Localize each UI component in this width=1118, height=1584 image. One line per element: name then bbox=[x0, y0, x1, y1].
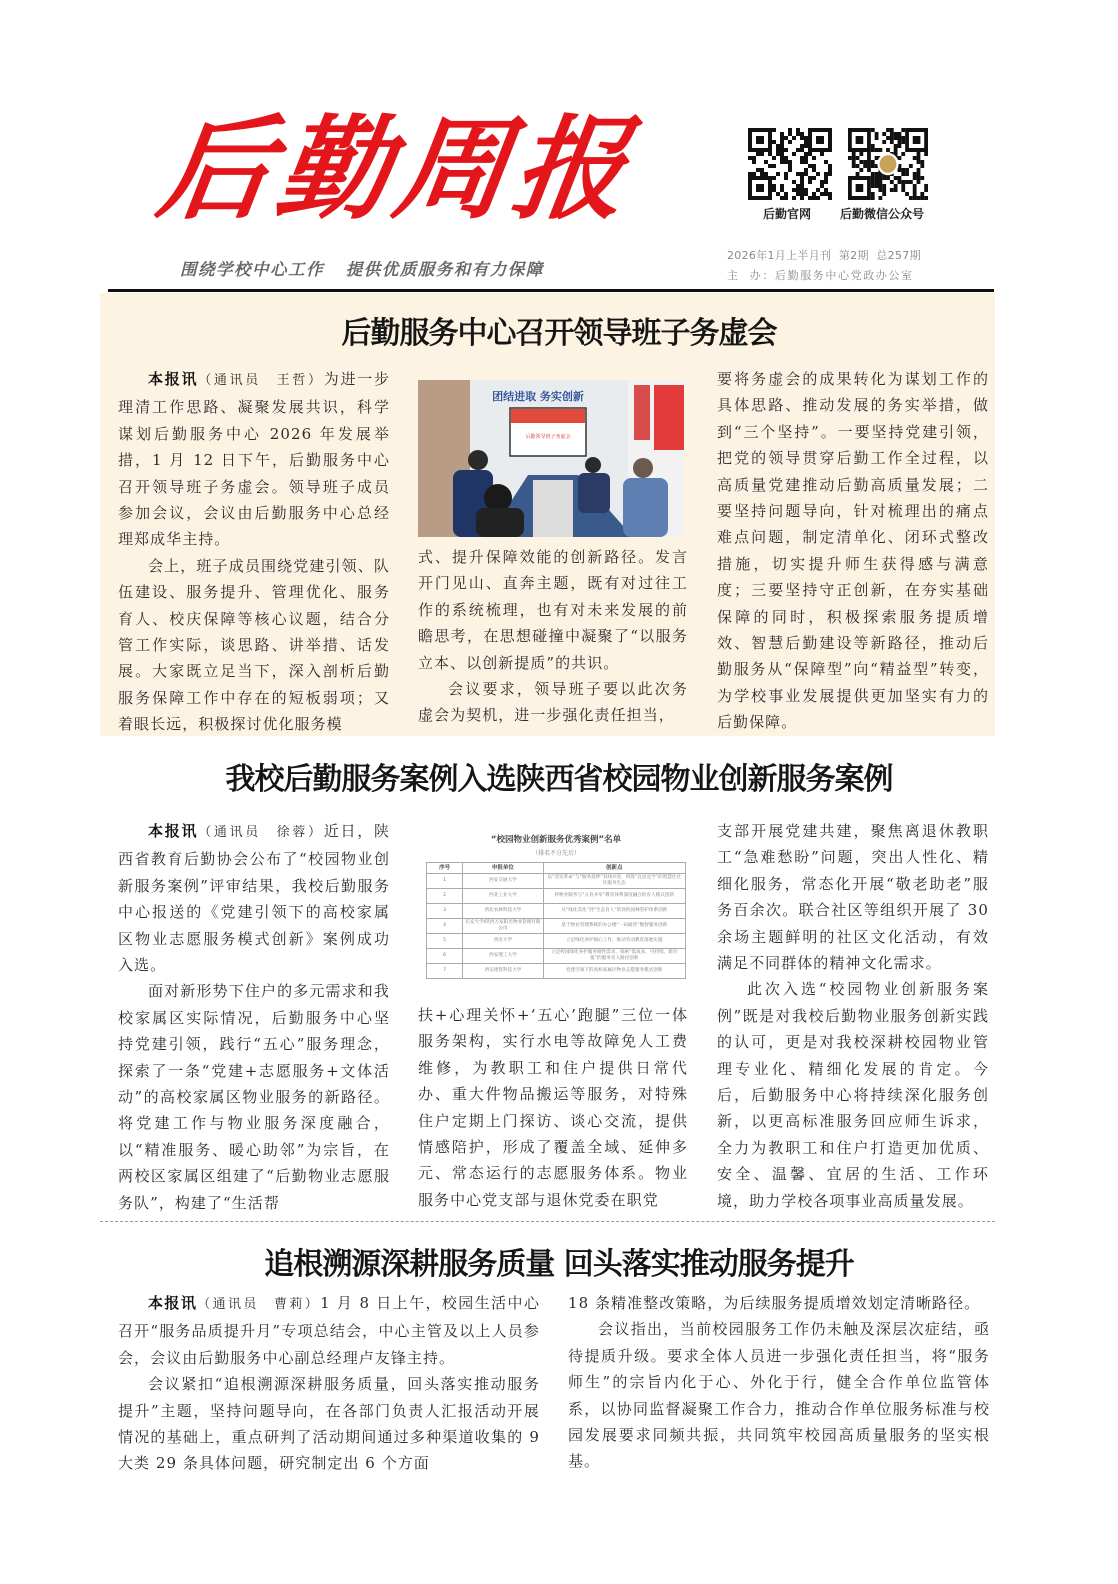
dateline-lead: 本报讯 bbox=[148, 822, 199, 840]
table-cell: 党建引领下的高校家属区物业志愿服务模式创新 bbox=[543, 964, 685, 979]
paragraph bbox=[418, 544, 688, 676]
paragraph-text: 面对新形势下住户的多元需求和我校家属区实际情况，后勤服务中心坚持党建引领，践行“五心”服务理念，探索了一条“党建+志愿服务+文体活动”的高校家属区物业服务的新路径。将党建工作与物业服务深度融合，以“精准服务、暖心助邻”为宗旨，在两校区家属区组建了“后勤物业志愿服务队”，构建了“生活帮 bbox=[118, 982, 390, 1212]
paragraph-text: 会议要求，领导班子要以此次务虚会为契机，进一步强化责任担当， bbox=[418, 680, 688, 725]
paragraph bbox=[118, 366, 390, 553]
paragraph bbox=[118, 1371, 540, 1477]
masthead-slogan: 围绕学校中心工作 提供优质服务和有力保障 bbox=[180, 260, 544, 279]
table-cell: 西安交通大学 bbox=[463, 874, 543, 889]
table-row bbox=[427, 874, 686, 889]
paragraph-text: 支部开展党建共建，聚焦离退休教职工“急难愁盼”问题，突出人性化、精细化服务，常态化开展“敬老助老”服务百余次。联合社区等组织开展了 30 余场主题鲜明的社区文化活动，有效满足不同群体的精神文化需求。 bbox=[717, 822, 989, 973]
table-cell: 5 bbox=[427, 934, 463, 949]
article-3-headline: 追根溯源深耕服务质量 回头落实推动服务提升 bbox=[264, 1247, 854, 1282]
table-row bbox=[427, 919, 686, 934]
photo-banner-text: 团结进取 务实创新 bbox=[492, 390, 584, 403]
table-cell: 7 bbox=[427, 964, 463, 979]
paragraph bbox=[118, 978, 390, 1216]
byline: （通讯员 徐蓉） bbox=[198, 825, 324, 840]
sponsor-info: 主 办：后勤服务中心党政办公室 bbox=[727, 269, 914, 282]
paragraph-text: 此次入选“校园物业创新服务案例”既是对我校后勤物业服务创新实践的认可，更是对我校深耕校园物业管理专业化、精细化发展的肯定。今后，后勤服务中心将持续深化服务创新，以更高标准服务回应师生诉求，全力为教职工和住户打造更加优质、安全、温馨、宜居的生活、工作环境，助力学校各项事业高质量发展。 bbox=[717, 980, 989, 1210]
photo-screen-text: 后勤领导班子务虚会 bbox=[525, 434, 571, 440]
article-2-headline: 我校后勤服务案例入选陕西省校园物业创新服务案例 bbox=[225, 762, 893, 797]
paragraph bbox=[717, 366, 989, 736]
case-list-title: “校园物业创新服务优秀案例”名单 bbox=[490, 835, 622, 845]
paragraph-text: 要将务虚会的成果转化为谋划工作的具体思路、推动发展的务实举措，做到“三个坚持”。一要坚持党建引领，把党的领导贯穿后勤工作全过程，以高质量党建推动后勤高质量发展；二要坚持问题导向，针对梳理出的痛点难点问题，制定清单化、闭环式整改措施，切实提升师生获得感与满意度；三要坚持守正创新，在夯实基础保障的同时，积极探索服务提质增效、智慧后勤建设等新路径，推动后勤服务从“保障型”向“精益型”转变，为学校事业发展提供更加坚实有力的后勤保障。 bbox=[717, 370, 989, 732]
paragraph-text: 1 月 8 日上午，校园生活中心召开“服务品质提升月”专项总结会，中心主管及以上人员参会，会议由后勤服务中心副总经理卢友锋主持。 bbox=[118, 1294, 540, 1367]
table-cell: 西安理工大学 bbox=[463, 949, 543, 964]
table-row bbox=[427, 904, 686, 919]
table-cell: 西北大学 bbox=[463, 934, 543, 949]
issue-info: 2026年1月上半月刊 第2期 总257期 bbox=[727, 249, 921, 262]
table-cell: 西北工业大学 bbox=[463, 889, 543, 904]
article-2-column-1 bbox=[118, 818, 390, 1216]
table-row bbox=[427, 889, 686, 904]
paragraph-text: 近日，陕西省教育后勤协会公布了“校园物业创新服务案例”评审结果，我校后勤服务中心报送的《党建引领下的高校家属区物业志愿服务模式创新》案例成功入选。 bbox=[118, 822, 390, 975]
table-row bbox=[427, 964, 686, 979]
table-cell: 基于物业管理系统的办公楼“一码通管”数智服务创新 bbox=[543, 919, 685, 934]
paragraph-text: 式、提升保障效能的创新路径。发言开门见山、直奔主题，既有对过往工作的系统梳理，也有对未来发展的前瞻思考，在思想碰撞中凝聚了“以服务立本、以创新提质”的共识。 bbox=[418, 548, 688, 672]
paragraph bbox=[568, 1290, 990, 1316]
table-cell: 2 bbox=[427, 889, 463, 904]
article-3-column-1 bbox=[118, 1290, 540, 1477]
paragraph bbox=[717, 818, 989, 976]
article-1-column-3 bbox=[717, 366, 989, 736]
article-2-column-2 bbox=[418, 1002, 688, 1213]
col-header: 创新点 bbox=[543, 863, 685, 874]
byline: （通讯员 曹莉） bbox=[197, 1297, 321, 1312]
table-cell: 1 bbox=[427, 874, 463, 889]
paragraph-text: 18 条精准整改策略，为后续服务提质增效划定清晰路径。 bbox=[568, 1294, 981, 1312]
article-1-column-1 bbox=[118, 366, 390, 738]
table-cell: 3 bbox=[427, 904, 463, 919]
col-header: 序号 bbox=[427, 863, 463, 874]
paragraph bbox=[418, 1002, 688, 1213]
paragraph-text: 扶+心理关怀+‘五心’跑腿”三位一体服务架构，实行水电等故障免人工费维修，为教职工和住户提供日常代办、重大件物品搬运等服务，对特殊住户定期上门探访、谈心交流，提供情感陪护，形成了覆盖全域、延伸多元、常态运行的志愿服务体系。物业服务中心党支部与退休党委在职党 bbox=[418, 1006, 688, 1209]
paragraph-text: 为进一步理清工作思路、凝聚发展共识，科学谋划后勤服务中心 2026 年发展举措，1 月 12 日下午，后勤服务中心召开领导班子务虚会。领导班子成员参加会议，会议由后勤服务中心总经理郑成华主持。 bbox=[118, 370, 390, 549]
paragraph-text: 会议紧扣“追根溯源深耕服务质量，回头落实推动服务提升”主题，坚持问题导向，在各部门负责人汇报活动开展情况的基础上，重点研判了活动期间通过多种渠道收集的 9 大类 29 条具体问题，研究制定出 6 个方面 bbox=[118, 1375, 540, 1473]
table-row bbox=[427, 934, 686, 949]
byline: （通讯员 王哲） bbox=[198, 373, 324, 388]
qr-label-website: 后勤官网 bbox=[763, 207, 812, 221]
table-cell: 西北农林科技大学 bbox=[463, 904, 543, 919]
article-1-column-2 bbox=[418, 544, 688, 729]
paragraph bbox=[418, 676, 688, 729]
table-cell: 6 bbox=[427, 949, 463, 964]
table-cell: 立足校园绿化养护服务刚性需求，探索“低成本、可持续、新价值”的服务育人路径创新 bbox=[543, 949, 685, 964]
meeting-photo bbox=[418, 380, 684, 537]
masthead-title: 后勤周报 bbox=[150, 104, 642, 235]
case-list-image bbox=[426, 830, 686, 992]
article-3-column-2 bbox=[568, 1290, 990, 1475]
section-divider bbox=[100, 1221, 995, 1222]
table-cell: 4 bbox=[427, 919, 463, 934]
table-cell: 立足绿化养护核心工作，推动劳动教育落地实施 bbox=[543, 934, 685, 949]
case-list-subtitle: （排名不分先后） bbox=[531, 850, 580, 857]
qr-code-icon[interactable] bbox=[848, 128, 928, 200]
case-list-table bbox=[426, 862, 686, 979]
paragraph bbox=[118, 553, 390, 738]
paragraph bbox=[568, 1316, 990, 1474]
paragraph bbox=[118, 818, 390, 978]
dateline-lead: 本报讯 bbox=[148, 370, 199, 388]
table-cell: 长安大学/陕西万家阳光物业管理有限公司 bbox=[463, 919, 543, 934]
table-cell: 将物业服务与“五育并举”教育体系深度融合的育人模式创新 bbox=[543, 889, 685, 904]
qr-code-icon[interactable] bbox=[748, 128, 832, 200]
paragraph bbox=[118, 1290, 540, 1371]
table-cell: 西安建筑科技大学 bbox=[463, 964, 543, 979]
paragraph bbox=[717, 976, 989, 1214]
table-cell: 从“绿化美化”到“生态育人”的高校园林管护体系创新 bbox=[543, 904, 685, 919]
paragraph-text: 会议指出，当前校园服务工作仍未触及深层次症结，亟待提质升级。要求全体人员进一步强化责任担当，将“服务师生”的宗旨内化于心、外化于行，健全合作单位监管体系，以协同监督凝聚工作合力，推动合作单位服务标准与校园发展要求同频共振，共同筑牢校园高质量服务的坚实根基。 bbox=[568, 1320, 990, 1471]
article-2-column-3 bbox=[717, 818, 989, 1214]
col-header: 申报单位 bbox=[463, 863, 543, 874]
qr-label-wechat: 后勤微信公众号 bbox=[840, 207, 925, 221]
article-1-headline: 后勤服务中心召开领导班子务虚会 bbox=[341, 316, 777, 351]
dateline-lead: 本报讯 bbox=[148, 1294, 198, 1312]
table-row bbox=[427, 949, 686, 964]
table-cell: 以“适室革命”与“服务延伸”双线并进，构筑“宜居宜学”的智慧化社区服务生态 bbox=[543, 874, 685, 889]
paragraph-text: 会上，班子成员围绕党建引领、队伍建设、服务提升、管理优化、服务育人、校庆保障等核心议题，结合分管工作实际，谈思路、讲举措、话发展。大家既立足当下，深入剖析后勤服务保障工作中存在的短板弱项；又着眼长远，积极探讨优化服务模 bbox=[118, 556, 390, 734]
masthead-divider bbox=[108, 289, 994, 292]
